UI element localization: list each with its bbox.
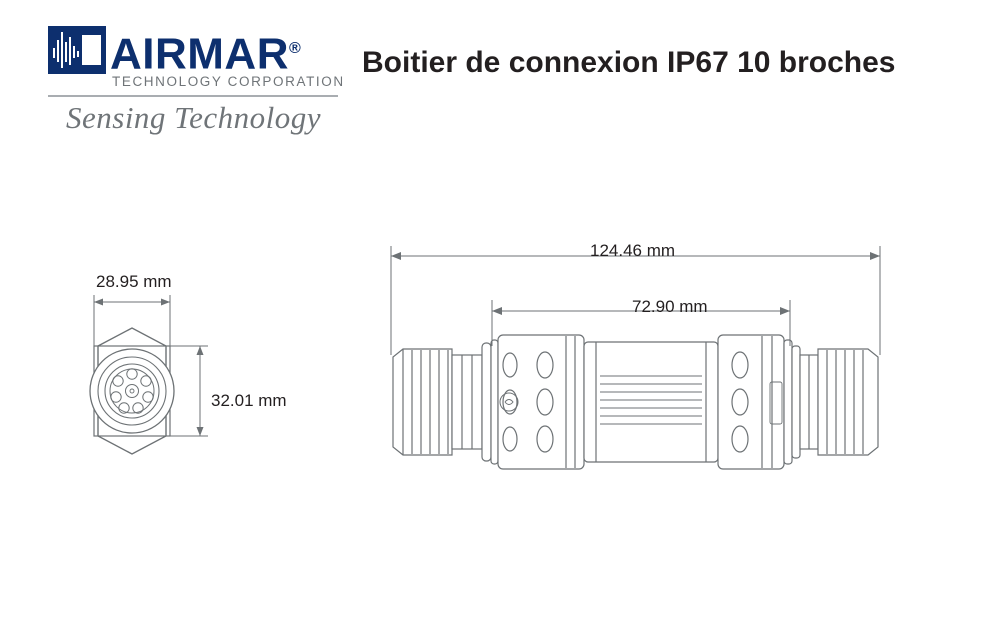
logo-wordmark (110, 24, 301, 80)
body-length-label: 72.90 mm (632, 297, 708, 316)
airmar-logo (48, 22, 348, 137)
logo-wordmark-text: AIRMAR (110, 29, 289, 79)
logo-tagline: Sensing Technology (66, 100, 321, 135)
page-header (0, 0, 999, 150)
front-view-width-label: 28.95 mm (96, 272, 172, 291)
front-view-height-label: 32.01 mm (211, 391, 287, 410)
logo-divider (48, 95, 338, 97)
overall-length-label: 124.46 mm (590, 241, 676, 260)
logo-subtitle: TECHNOLOGY CORPORATION (112, 74, 345, 89)
registered-trademark-icon: ® (288, 40, 302, 57)
side-view-connector (393, 335, 878, 469)
page-title: Boitier de connexion IP67 10 broches (362, 46, 896, 79)
front-view-connector (90, 328, 174, 454)
technical-drawing (0, 150, 999, 619)
airmar-waveform-logo (48, 26, 106, 74)
